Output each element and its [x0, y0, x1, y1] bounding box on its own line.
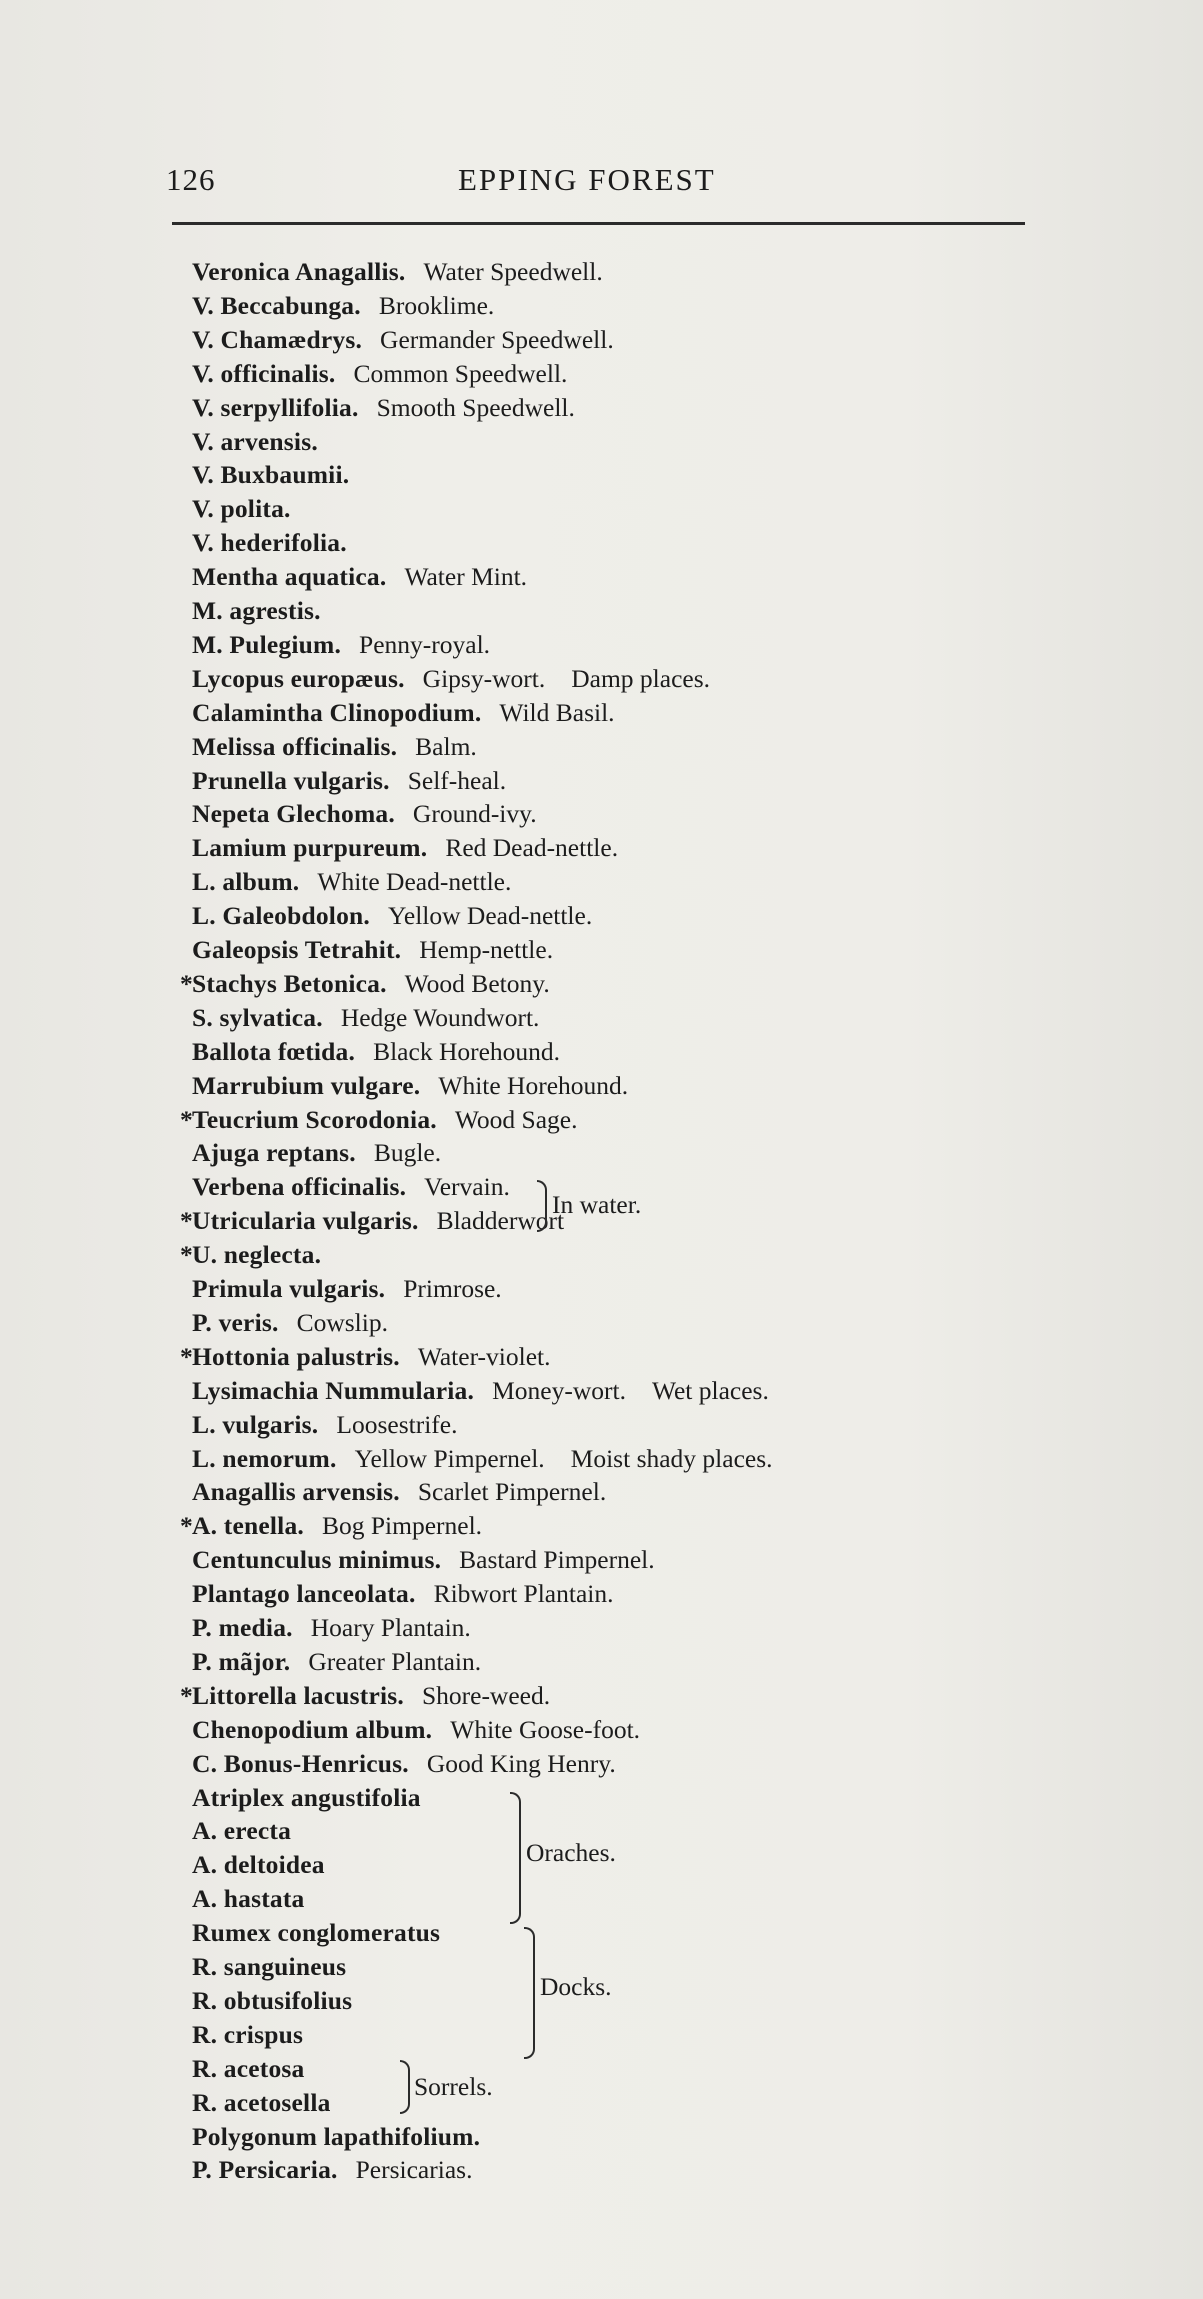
latin-name: A. tenella. — [192, 1511, 304, 1541]
species-entry — [192, 628, 490, 662]
species-entry — [192, 1170, 510, 1204]
latin-name: R. acetosella — [192, 2087, 331, 2117]
latin-name: Marrubium vulgare. — [192, 1070, 421, 1100]
common-name: Water Mint. — [404, 562, 528, 592]
group-brace-oraches — [510, 1792, 521, 1924]
locality-asterisk: * — [180, 1680, 193, 1710]
species-entry — [192, 1136, 441, 1170]
latin-name: S. sylvatica. — [192, 1002, 323, 1032]
running-head: EPPING FOREST — [458, 162, 716, 197]
latin-name: R. obtusifolius — [192, 1985, 353, 2015]
latin-name: M. Pulegium. — [192, 629, 342, 659]
common-name: Ground-ivy. — [412, 799, 537, 829]
latin-name: Lysimachia Nummularia. — [192, 1375, 475, 1405]
species-entry — [192, 492, 291, 526]
common-name: Money-wort. — [492, 1375, 626, 1405]
latin-name: Nepeta Glechoma. — [192, 799, 395, 829]
common-name: Bladderwort — [436, 1206, 565, 1236]
common-name: Red Dead-nettle. — [445, 833, 619, 863]
latin-name: Ajuga reptans. — [192, 1138, 356, 1168]
species-entry — [192, 1475, 606, 1509]
latin-name: Hottonia palustris. — [192, 1341, 400, 1371]
latin-name: Rumex conglomeratus — [192, 1918, 441, 1948]
species-entry — [192, 323, 614, 357]
latin-name: Polygonum lapathifolium. — [192, 2121, 481, 2151]
latin-name: Chenopodium album. — [192, 1714, 433, 1744]
species-entry — [192, 425, 318, 459]
species-entry — [192, 1984, 352, 2018]
group-label-docks: Docks. — [540, 1972, 612, 2001]
species-entry — [192, 2052, 304, 2086]
latin-name: Melissa officinalis. — [192, 731, 398, 761]
latin-name: M. agrestis. — [192, 596, 321, 625]
common-name: White Dead-nettle. — [317, 867, 512, 897]
common-name: Greater Plantain. — [308, 1646, 482, 1676]
species-entry — [192, 289, 494, 323]
latin-name: Centunculus minimus. — [192, 1545, 442, 1575]
common-name: Bugle. — [373, 1138, 442, 1168]
locality-asterisk: * — [180, 1240, 193, 1270]
page-number: 126 — [166, 162, 216, 197]
habitat-note: Damp places. — [571, 663, 710, 693]
common-name: Primrose. — [403, 1274, 502, 1303]
common-name: Ribwort Plantain. — [433, 1579, 614, 1609]
species-entry — [192, 1577, 614, 1611]
species-entry — [180, 1103, 578, 1137]
group-label-sorrels: Sorrels. — [414, 2072, 493, 2101]
locality-asterisk: * — [180, 1104, 193, 1134]
species-entry — [180, 1204, 565, 1238]
species-entry — [192, 831, 618, 865]
latin-name: Ballota fœtida. — [192, 1036, 356, 1066]
common-name: Water-violet. — [417, 1341, 551, 1371]
species-entry — [192, 594, 321, 628]
common-name: Shore-weed. — [421, 1680, 551, 1710]
habitat-note: Wet places. — [651, 1375, 769, 1405]
species-entry — [192, 662, 710, 696]
species-entry — [192, 1069, 628, 1103]
species-entry — [192, 1272, 502, 1306]
latin-name: Mentha aquatica. — [192, 562, 387, 592]
header-rule — [172, 222, 1025, 225]
latin-name: Prunella vulgaris. — [192, 765, 390, 795]
common-name: Hemp-nettle. — [419, 935, 554, 964]
latin-name: U. neglecta. — [192, 1240, 322, 1270]
locality-asterisk: * — [180, 1341, 193, 1371]
latin-name: V. Chamædrys. — [192, 324, 363, 354]
habitat-note: Moist shady places. — [570, 1443, 773, 1473]
species-entry — [192, 560, 527, 594]
latin-name: V. officinalis. — [192, 358, 336, 388]
common-name: Water Speedwell. — [423, 257, 603, 286]
latin-name: Atriplex angustifolia — [192, 1782, 421, 1812]
latin-name: Littorella lacustris. — [192, 1680, 404, 1710]
locality-asterisk: * — [180, 968, 193, 998]
species-entry — [192, 865, 511, 899]
latin-name: R. sanguineus — [192, 1952, 347, 1981]
species-entry — [192, 933, 553, 967]
group-label-in-water: In water. — [552, 1190, 642, 1219]
common-name: Balm. — [415, 731, 477, 761]
common-name: Good King Henry. — [426, 1748, 616, 1778]
group-brace-in-water — [537, 1180, 547, 1232]
species-entry — [192, 730, 477, 764]
locality-asterisk: * — [180, 1206, 193, 1236]
species-entry — [192, 2120, 480, 2154]
common-name: Yellow Pimpernel. — [354, 1443, 545, 1473]
latin-name: Verbena officinalis. — [192, 1172, 407, 1202]
group-brace-docks — [524, 1927, 535, 2059]
common-name: White Horehound. — [438, 1070, 629, 1100]
common-name: Vervain. — [424, 1172, 510, 1202]
species-entry — [192, 1001, 539, 1035]
latin-name: C. Bonus-Henricus. — [192, 1748, 409, 1778]
common-name: Bog Pimpernel. — [321, 1511, 483, 1541]
species-entry — [180, 1340, 551, 1374]
common-name: Wood Betony. — [404, 968, 550, 998]
latin-name: Lamium purpureum. — [192, 833, 428, 863]
species-entry — [192, 357, 567, 391]
latin-name: R. crispus — [192, 2019, 304, 2049]
species-entry — [192, 526, 347, 560]
species-entry — [192, 1848, 325, 1882]
latin-name: L. album. — [192, 867, 300, 897]
latin-name: V. serpyllifolia. — [192, 392, 359, 422]
common-name: White Goose-foot. — [450, 1714, 641, 1744]
species-entry — [192, 764, 506, 798]
species-entry — [192, 1713, 640, 1747]
species-entry — [180, 1509, 483, 1543]
species-entry — [180, 1238, 322, 1272]
species-entry — [192, 1814, 291, 1848]
latin-name: Galeopsis Tetrahit. — [192, 935, 402, 964]
latin-name: Anagallis arvensis. — [192, 1477, 400, 1507]
latin-name: L. Galeobdolon. — [192, 901, 371, 931]
common-name: Wild Basil. — [499, 697, 615, 727]
latin-name: Calamintha Clinopodium. — [192, 697, 482, 727]
latin-name: P. mãjor. — [192, 1646, 291, 1676]
latin-name: A. deltoidea — [192, 1850, 325, 1880]
latin-name: Veronica Anagallis. — [192, 257, 406, 286]
species-entry — [192, 797, 537, 831]
species-entry — [192, 1747, 616, 1781]
species-entry — [192, 2086, 331, 2120]
common-name: Scarlet Pimpernel. — [417, 1477, 607, 1507]
species-entry — [192, 1543, 655, 1577]
latin-name: V. Beccabunga. — [192, 290, 361, 320]
latin-name: Utricularia vulgaris. — [192, 1206, 419, 1236]
species-entry — [192, 1882, 305, 1916]
latin-name: Lycopus europæus. — [192, 663, 405, 693]
species-entry — [180, 1679, 551, 1713]
species-entry — [192, 1916, 440, 1950]
species-entry — [192, 1611, 471, 1645]
latin-name: Primula vulgaris. — [192, 1274, 386, 1303]
group-brace-sorrels — [400, 2060, 410, 2114]
species-entry — [192, 1645, 481, 1679]
common-name: Yellow Dead-nettle. — [388, 901, 593, 931]
common-name: Persicarias. — [355, 2155, 473, 2185]
common-name: Germander Speedwell. — [380, 324, 614, 354]
species-entry — [180, 967, 550, 1001]
latin-name: A. hastata — [192, 1884, 305, 1914]
common-name: Hoary Plantain. — [310, 1613, 471, 1642]
latin-name: V. Buxbaumii. — [192, 460, 350, 490]
common-name: Wood Sage. — [454, 1104, 578, 1134]
latin-name: Plantago lanceolata. — [192, 1579, 416, 1609]
group-label-oraches: Oraches. — [526, 1838, 616, 1867]
common-name: Loosestrife. — [336, 1409, 458, 1439]
species-entry — [192, 458, 349, 492]
latin-name: V. polita. — [192, 494, 291, 524]
species-entry — [192, 899, 592, 933]
common-name: Smooth Speedwell. — [376, 392, 575, 422]
latin-name: V. hederifolia. — [192, 528, 347, 558]
latin-name: L. nemorum. — [192, 1443, 337, 1473]
species-entry — [192, 1408, 457, 1442]
common-name: Gipsy-wort. — [422, 663, 546, 693]
species-entry — [192, 1781, 421, 1815]
latin-name: R. acetosa — [192, 2053, 305, 2083]
common-name: Cowslip. — [296, 1307, 388, 1337]
species-entry — [192, 1035, 560, 1069]
species-entry — [192, 1306, 388, 1340]
latin-name: Stachys Betonica. — [192, 968, 387, 998]
latin-name: Teucrium Scorodonia. — [192, 1104, 437, 1134]
species-entry — [192, 2153, 472, 2187]
latin-name: P. Persicaria. — [192, 2155, 338, 2185]
common-name: Brooklime. — [378, 290, 495, 320]
species-entry — [192, 391, 575, 425]
species-entry — [192, 1442, 773, 1476]
species-entry — [192, 255, 603, 289]
species-entry — [192, 1950, 346, 1984]
latin-name: L. vulgaris. — [192, 1409, 319, 1439]
latin-name: P. media. — [192, 1613, 293, 1642]
latin-name: P. veris. — [192, 1307, 279, 1337]
common-name: Common Speedwell. — [353, 358, 568, 388]
common-name: Penny-royal. — [359, 629, 491, 659]
locality-asterisk: * — [180, 1511, 193, 1541]
latin-name: V. arvensis. — [192, 426, 318, 456]
latin-name: A. erecta — [192, 1816, 292, 1846]
common-name: Hedge Woundwort. — [340, 1002, 540, 1032]
species-entry — [192, 696, 615, 730]
common-name: Self-heal. — [407, 765, 507, 795]
species-entry — [192, 2018, 303, 2052]
species-entry — [192, 1374, 769, 1408]
common-name: Black Horehound. — [373, 1036, 561, 1066]
common-name: Bastard Pimpernel. — [459, 1545, 655, 1575]
